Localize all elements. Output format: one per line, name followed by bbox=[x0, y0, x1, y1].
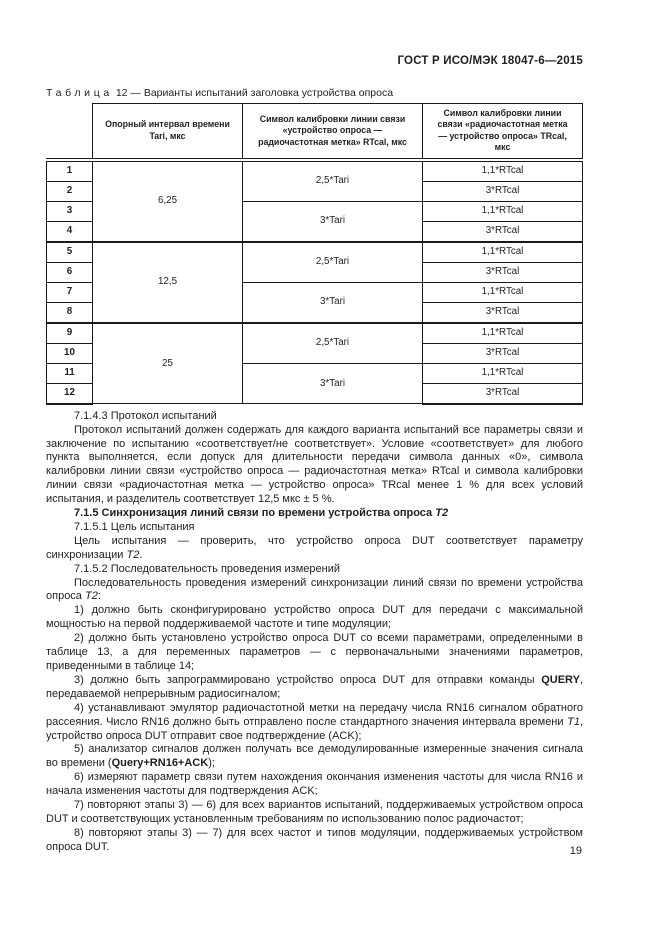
row-number-cell: 12 bbox=[47, 383, 93, 404]
text-run: 6) измеряют параметр связи путем нахождения окончания изменения частоты для числа RN16 и начала изменения частоты для подтверждения ACK; bbox=[46, 771, 583, 798]
trcal-cell: 3*RTcal bbox=[423, 262, 583, 282]
table-row bbox=[47, 160, 583, 182]
rtcal-cell: 2,5*Tari bbox=[243, 323, 423, 364]
text-run: . bbox=[139, 548, 143, 561]
table-corner-cell bbox=[47, 104, 93, 160]
row-number-cell: 1 bbox=[47, 160, 93, 182]
trcal-cell: 3*RTcal bbox=[423, 302, 583, 323]
text-run: Последовательность проведения измерений синхронизации линий связи по времени устройства опроса bbox=[46, 576, 583, 603]
text-run: 2) должно быть установлено устройство опроса DUT со всеми параметрами, определенными в таблице 13, а для переменных параметров — с первоначальными значениями параметров, приведенными в таблице 14; bbox=[46, 632, 583, 672]
table-caption bbox=[46, 87, 583, 99]
page-content bbox=[46, 0, 583, 855]
trcal-cell: 3*RTcal bbox=[423, 181, 583, 201]
row-number-cell: 10 bbox=[47, 343, 93, 363]
text-run: T1 bbox=[567, 715, 580, 728]
column-header-tari: Опорный интервал времени Tari, мкс bbox=[93, 104, 243, 160]
rtcal-cell: 2,5*Tari bbox=[243, 242, 423, 283]
paragraph bbox=[46, 674, 583, 702]
table-header bbox=[47, 104, 583, 160]
paragraph bbox=[46, 521, 583, 535]
trcal-cell: 3*RTcal bbox=[423, 343, 583, 363]
text-run: 7.1.5.2 Последовательность проведения измерений bbox=[74, 562, 341, 575]
rtcal-cell: 3*Tari bbox=[243, 363, 423, 404]
trcal-cell: 3*RTcal bbox=[423, 221, 583, 242]
row-number-cell: 6 bbox=[47, 262, 93, 282]
table-row bbox=[47, 323, 583, 344]
row-number-cell: 5 bbox=[47, 242, 93, 263]
text-run: Протокол испытаний должен содержать для каждого варианта испытаний все параметры связи и заключение по испытанию «соответствует/не соответствует». Условие «соответствует» для любого пункта выполняется, если допуск для длительности передачи символа данных «0», символа калибровки линии связи «устройство опроса — радиочастотная метка» RTcal и символа калибровки линии связи «радиочастотная метка — устройство опроса» TRcal менее 1 % для всех условий испытания, и разделитель соответствует 12,5 мкс ± 5 %. bbox=[46, 423, 583, 506]
table-header-row bbox=[47, 104, 583, 160]
text-run: 3) должно быть запрограммировано устройство опроса DUT для отправки команды bbox=[74, 673, 542, 686]
row-number-cell: 9 bbox=[47, 323, 93, 344]
table-row bbox=[47, 242, 583, 263]
document-title: ГОСТ Р ИСО/МЭК 18047-6—2015 bbox=[397, 55, 583, 67]
trcal-cell: 1,1*RTcal bbox=[423, 323, 583, 344]
text-run: 7.1.5 Синхронизация линий связи по времени устройства опроса bbox=[74, 507, 436, 520]
text-run: 7.1.4.3 Протокол испытаний bbox=[74, 409, 217, 422]
trcal-cell: 1,1*RTcal bbox=[423, 363, 583, 383]
row-number-cell: 4 bbox=[47, 221, 93, 242]
text-run: T2 bbox=[435, 507, 449, 520]
page-number: 19 bbox=[569, 845, 582, 857]
row-number-cell: 11 bbox=[47, 363, 93, 383]
row-number-cell: 7 bbox=[47, 282, 93, 302]
trcal-cell: 1,1*RTcal bbox=[423, 282, 583, 302]
paragraph bbox=[46, 702, 583, 744]
tari-cell: 6,25 bbox=[93, 160, 243, 242]
paragraph bbox=[46, 771, 583, 799]
column-header-trcal: Символ калибровки линии связи «радиочастотная метка — устройство опроса» TRcal, мкс bbox=[423, 104, 583, 160]
paragraph bbox=[46, 827, 583, 855]
paragraph bbox=[46, 743, 583, 771]
row-number-cell: 2 bbox=[47, 181, 93, 201]
text-run: Цель испытания — проверить, что устройство опроса DUT соответствует параметру синхронизации bbox=[46, 534, 583, 561]
row-number-cell: 3 bbox=[47, 201, 93, 221]
text-run: T2 bbox=[126, 548, 140, 561]
text-run: 8) повторяют этапы 3) — 7) для всех частот и типов модуляции, поддерживаемых устройством опроса DUT. bbox=[46, 826, 583, 853]
trcal-cell: 3*RTcal bbox=[423, 383, 583, 404]
table-body bbox=[47, 160, 583, 404]
rtcal-cell: 3*Tari bbox=[243, 201, 423, 242]
paragraph bbox=[46, 577, 583, 605]
trcal-cell: 1,1*RTcal bbox=[423, 242, 583, 263]
column-header-rtcal: Символ калибровки линии связи «устройство опроса — радиочастотная метка» RTcal, мкс bbox=[243, 104, 423, 160]
paragraph bbox=[46, 632, 583, 674]
text-run: 1) должно быть сконфигурировано устройство опроса DUT для передачи с максимальной мощностью на первой поддерживаемой частоте и типе модуляции; bbox=[46, 604, 583, 631]
paragraph bbox=[46, 799, 583, 827]
paragraph bbox=[46, 424, 583, 507]
paragraph bbox=[46, 507, 583, 521]
table-caption-word: Таблица bbox=[46, 87, 113, 99]
text-run: T2 bbox=[84, 590, 98, 603]
text-run: 4) устанавливают эмулятор радиочастотной метки на передачу числа RN16 сигналом обратного рассеяния. Число RN16 должно быть отправлено после стандартного значения интервала времени bbox=[46, 701, 583, 728]
text-run: 7) повторяют этапы 3) — 6) для всех вариантов испытаний, поддерживаемых устройством опроса DUT и соответствующих установленным требованиям по использованию полос радиочастот; bbox=[46, 799, 583, 825]
text-run: , устройство опроса DUT отправит свое подтверждение (ACK); bbox=[46, 715, 583, 742]
text-run: 7.1.5.1 Цель испытания bbox=[74, 520, 195, 533]
test-variants-table bbox=[46, 103, 583, 405]
trcal-cell: 1,1*RTcal bbox=[423, 201, 583, 221]
body-text bbox=[46, 410, 583, 855]
paragraph bbox=[46, 604, 583, 632]
row-number-cell: 8 bbox=[47, 302, 93, 323]
text-run: ); bbox=[208, 757, 215, 770]
tari-cell: 25 bbox=[93, 323, 243, 404]
text-run: , передаваемой непрерывным радиосигналом; bbox=[46, 673, 583, 700]
trcal-cell: 1,1*RTcal bbox=[423, 160, 583, 182]
text-run: : bbox=[97, 590, 101, 603]
paragraph bbox=[46, 535, 583, 563]
tari-cell: 12,5 bbox=[93, 242, 243, 323]
paragraph bbox=[46, 563, 583, 577]
table-caption-text: 12 — Варианты испытаний заголовка устройства опроса bbox=[115, 87, 394, 99]
text-run: 5) анализатор сигналов должен получать все демодулированные измеренные значения сигнала во времени ( bbox=[46, 743, 583, 770]
text-run: QUERY bbox=[541, 673, 580, 686]
text-run: Query+RN16+ACK bbox=[111, 757, 209, 770]
rtcal-cell: 3*Tari bbox=[243, 282, 423, 323]
paragraph bbox=[46, 410, 583, 424]
rtcal-cell: 2,5*Tari bbox=[243, 160, 423, 202]
